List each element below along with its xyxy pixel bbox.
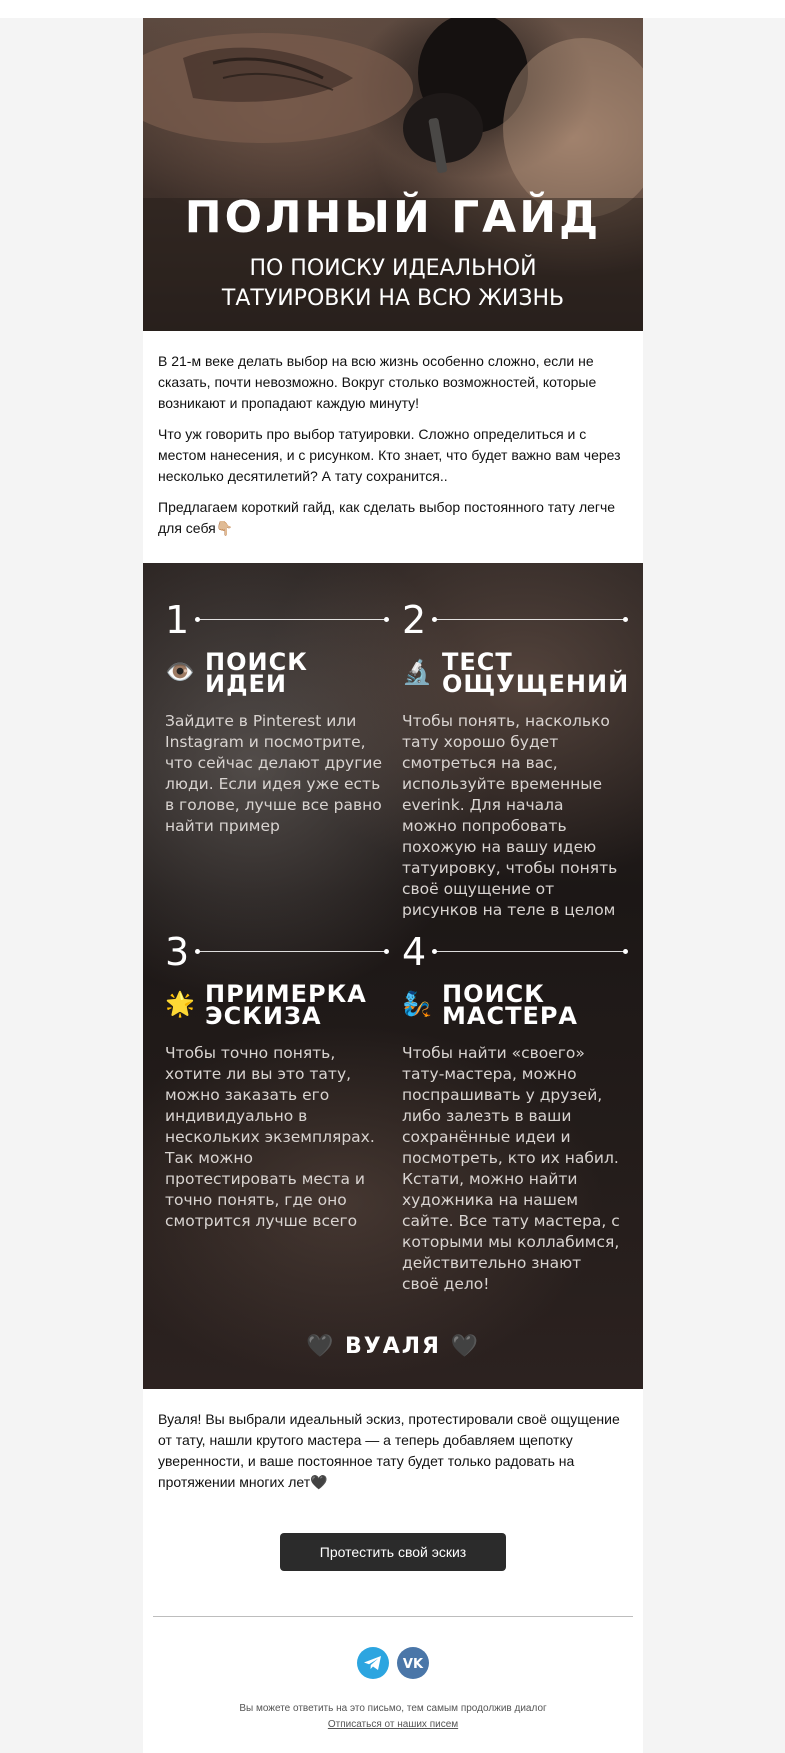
vk-icon[interactable] xyxy=(397,1647,429,1679)
step-divider xyxy=(197,951,387,952)
step-number: 1 xyxy=(165,598,190,642)
outro-paragraph: Вуаля! Вы выбрали идеальный эскиз, протестировали своё ощущение от тату, нашли крутого мастера — а теперь добавляем щепотку уверенности, и ваше постоянное тату будет только радовать на протяжении многих лет🖤 xyxy=(158,1411,620,1490)
intro-paragraph: В 21-м веке делать выбор на всю жизнь особенно сложно, если не сказать, почти невозможно. Вокруг столько возможностей, которые возникают и пропадают каждую минуту! xyxy=(158,353,597,411)
step-title-line: ИДЕИ xyxy=(205,670,287,698)
eye-icon: 👁️ xyxy=(165,659,195,686)
step-number: 3 xyxy=(165,930,190,974)
hero-title: ПОЛНЫЙ ГАЙД xyxy=(184,192,602,243)
intro-paragraph: Предлагаем короткий гайд, как сделать выбор постоянного тату легче для себя👇🏼 xyxy=(158,499,616,536)
step-title-line: ПРИМЕРКА xyxy=(205,980,367,1008)
step-title-line: ОЩУЩЕНИЙ xyxy=(442,670,630,698)
star-icon: 🌟 xyxy=(165,991,195,1018)
step-divider xyxy=(197,619,387,620)
test-sketch-button[interactable]: Протестить свой эскиз xyxy=(280,1533,506,1571)
intro-section xyxy=(143,331,643,563)
step-title-line: ТЕСТ xyxy=(442,648,513,676)
hero-subtitle-line-2: ТАТУИРОВКИ НА ВСЮ ЖИЗНЬ xyxy=(221,286,565,311)
step-title xyxy=(205,648,308,698)
step-description: Чтобы найти «своего» тату-мастера, можно поспрашивать у друзей, либо залезть в ваши сохранённые идеи и посмотреть, кто их набил. Кстати, можно найти художника на нашем сайте. Все тату мастера, с которыми мы коллабимся, действительно знают своё дело! xyxy=(402,1044,620,1293)
genie-icon: 🧞 xyxy=(402,991,432,1018)
guide-steps-banner xyxy=(143,563,643,1389)
step-title-line: МАСТЕРА xyxy=(442,1002,578,1030)
telegram-icon[interactable] xyxy=(357,1647,389,1679)
step-description: Чтобы точно понять, хотите ли вы это тату, можно заказать его индивидуально в нескольких экземплярах. Так можно протестировать места и точно понять, где оно смотрится лучше всего xyxy=(165,1044,375,1230)
microscope-icon: 🔬 xyxy=(402,659,432,686)
svg-text:VK: VK xyxy=(403,1657,424,1672)
intro-paragraph: Что уж говорить про выбор татуировки. Сложно определиться и с местом нанесения, и с рисунком. Кто знает, что будет важно вам через несколько десятилетий? А тату сохранится.. xyxy=(158,426,621,484)
social-links xyxy=(143,1647,643,1681)
cta-wrapper xyxy=(143,1533,643,1571)
step-description: Зайдите в Pinterest или Instagram и посмотрите, что сейчас делают другие люди. Если идея уже есть в голове, лучше все равно найти пример xyxy=(165,712,382,835)
voila-heading: 🖤 ВУАЛЯ 🖤 xyxy=(305,1334,481,1359)
divider xyxy=(153,1616,633,1617)
step-title-line: ПОИСК xyxy=(442,980,545,1008)
step-title-line: ПОИСК xyxy=(205,648,308,676)
outro-section xyxy=(143,1389,643,1493)
email-body xyxy=(143,18,643,1753)
step-title-line: ЭСКИЗА xyxy=(205,1002,322,1030)
hero-banner xyxy=(143,18,643,331)
step-number: 2 xyxy=(402,598,427,642)
step-divider xyxy=(434,951,626,952)
top-bar xyxy=(0,0,785,18)
step-title xyxy=(442,980,578,1030)
unsubscribe-link[interactable]: Отписаться от наших писем xyxy=(327,1719,459,1730)
step-divider xyxy=(434,619,626,620)
hero-subtitle xyxy=(143,254,643,314)
step-title xyxy=(442,648,630,698)
footer xyxy=(143,1701,643,1733)
step-number: 4 xyxy=(402,930,427,974)
hero-subtitle-line-1: ПО ПОИСКУ ИДЕАЛЬНОЙ xyxy=(249,256,537,281)
reply-note: Вы можете ответить на это письмо, тем самым продолжив диалог xyxy=(239,1703,547,1714)
step-description: Чтобы понять, насколько тату хорошо будет смотреться на вас, используйте временные everink. Для начала можно попробовать похожую на вашу идею татуировку, чтобы понять своё ощущение от рисунков на теле в целом xyxy=(402,712,618,919)
step-title xyxy=(205,980,367,1030)
